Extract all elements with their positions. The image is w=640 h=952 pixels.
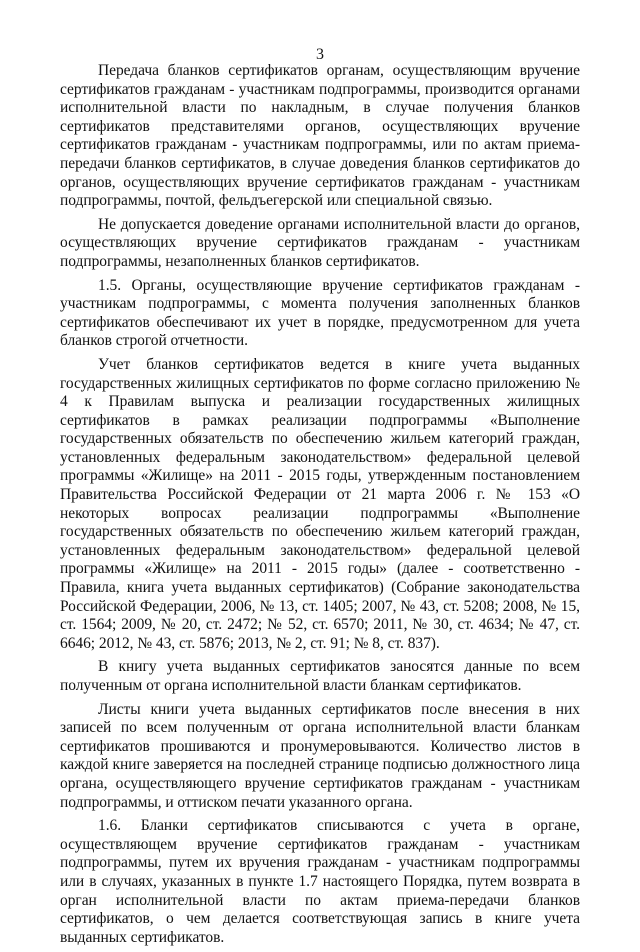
paragraph-1-6-write-off: 1.6. Бланки сертификатов списываются с учета в органе, осуществляющем вручение сертификатов гражданам - участникам подпрограммы, путем их вручения гражданам - участникам подпрограммы или в случаях, указанных в пункте 1.7 настоящего Порядка, путем возврата в орган исполнительной власти по актам приема-передачи бланков сертификатов, о чем делается соответствующая запись в книге учета выданных сертификатов. xyxy=(60,817,580,946)
paragraph-transfer-of-forms: Передача бланков сертификатов органам, осуществляющим вручение сертификатов гражданам - участникам подпрограммы, производится органами исполнительной власти по накладным, в случае получения бланков сертификатов представителями органов, осуществляющих вручение сертификатов гражданам - участникам подпрограммы, или по актам приема-передачи бланков сертификатов, в случае доведения бланков сертификатов до органов, осуществляющих вручение сертификатов гражданам - участникам подпрограммы, почтой, фельдъегерской или специальной связью. xyxy=(60,62,580,210)
paragraph-book-entries: В книгу учета выданных сертификатов заносятся данные по всем полученным от органа исполнительной власти бланкам сертификатов. xyxy=(60,658,580,694)
paragraph-prohibition: Не допускается доведение органами исполнительной власти до органов, осуществляющих вручение сертификатов гражданам - участникам подпрограммы, незаполненных бланков сертификатов. xyxy=(60,215,580,270)
paragraph-book-sheets: Листы книги учета выданных сертификатов после внесения в них записей по всем полученным от органа исполнительной власти бланкам сертификатов прошиваются и пронумеровываются. Количество листов в каждой книге заверяется на последней странице подписью должностного лица органа, осуществляющего вручение сертификатов гражданам - участникам подпрограммы, и оттиском печати указанного органа. xyxy=(60,700,580,811)
paragraph-1-5-accounting: 1.5. Органы, осуществляющие вручение сертификатов гражданам - участникам подпрограммы, с момента получения заполненных бланков сертификатов обеспечивают их учет в порядке, предусмотренном для учета бланков строгой отчетности. xyxy=(60,276,580,350)
paragraph-record-book: Учет бланков сертификатов ведется в книге учета выданных государственных жилищных сертификатов по форме согласно приложению № 4 к Правилам выпуска и реализации государственных жилищных сертификатов в рамках реализации подпрограммы «Выполнение государственных обязательств по обеспечению жильем категорий граждан, установленных федеральным законодательством» федеральной целевой программы «Жилище» на 2011 - 2015 годы, утвержденным постановлением Правительства Российской Федерации от 21 марта 2006 г. № 153 «О некоторых вопросах реализации подпрограммы «Выполнение государственных обязательств по обеспечению жильем категорий граждан, установленных федеральным законодательством» федеральной целевой программы «Жилище» на 2011 - 2015 годы» (далее - соответственно - Правила, книга учета выданных сертификатов) (Собрание законодательства Российской Федерации, 2006, № 13, ст. 1405; 2007, № 43, ст. 5208; 2008, № 15, ст. 1564; 2009, № 20, ст. 2472; № 52, ст. 6570; 2011, № 30, ст. 4634; № 47, ст. 6646; 2012, № 43, ст. 5876; 2013, № 2, ст. 91; № 8, ст. 837). xyxy=(60,355,580,652)
document-body xyxy=(60,62,580,952)
page-number: 3 xyxy=(316,46,324,63)
